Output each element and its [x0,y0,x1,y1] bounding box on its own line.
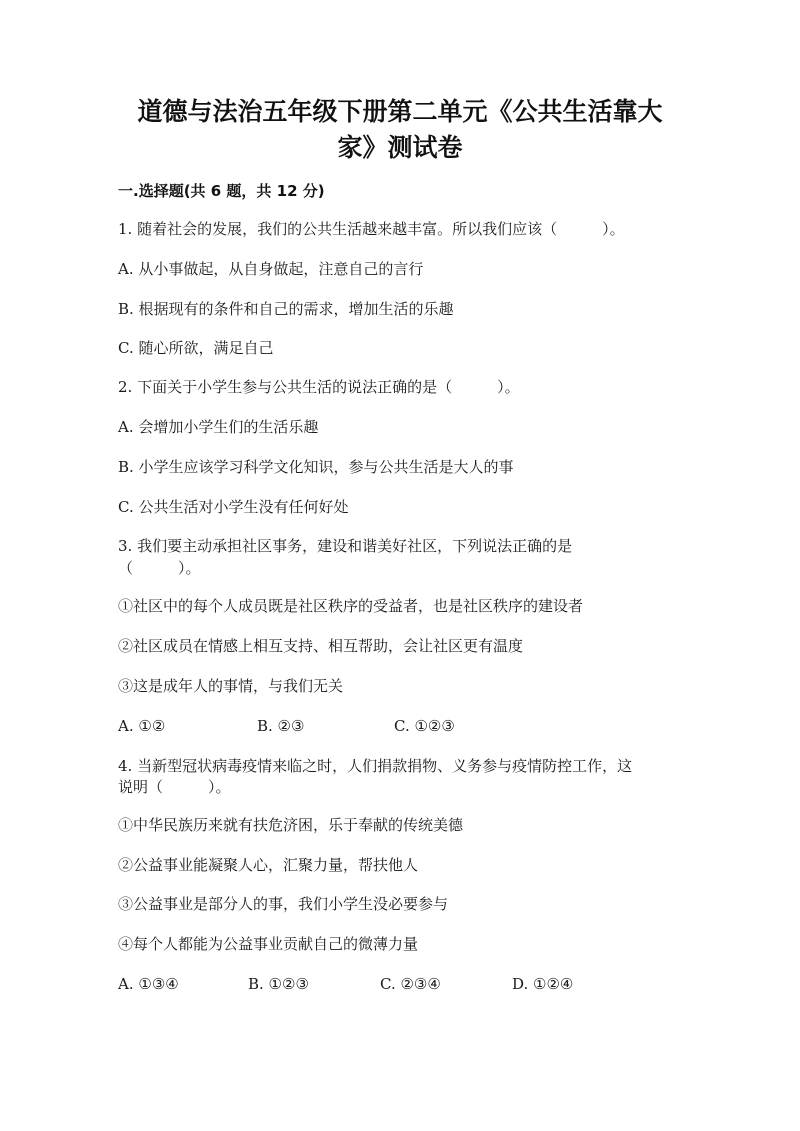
question-2-option-a: A. 会增加小学生们的生活乐趣 [118,418,319,436]
question-4-statement-1: ①中华民族历来就有扶危济困，乐于奉献的传统美德 [118,816,464,834]
question-1-option-c: C. 随心所欲，满足自己 [118,339,274,357]
question-3-statement-2: ②社区成员在情感上相互支持、相互帮助，会让社区更有温度 [118,637,524,655]
question-4-choice-d: D. ①②④ [512,975,574,993]
page-title [100,94,700,166]
title-line-1: 道德与法治五年级下册第二单元《公共生活靠大 [137,97,663,126]
question-4-statement-4: ④每个人都能为公益事业贡献自己的微薄力量 [118,935,419,953]
question-3-statement-3: ③这是成年人的事情，与我们无关 [118,677,344,695]
question-1-option-a: A. 从小事做起，从自身做起，注意自己的言行 [118,260,424,278]
question-2-stem: 2. 下面关于小学生参与公共生活的说法正确的是（ ）。 [118,378,520,396]
section-heading: 一.选择题(共 6 题，共 12 分) [118,182,325,200]
question-3-statement-1: ①社区中的每个人成员既是社区秩序的受益者，也是社区秩序的建设者 [118,597,584,615]
question-1-option-b: B. 根据现有的条件和自己的需求，增加生活的乐趣 [118,300,454,318]
question-4-choice-c: C. ②③④ [380,975,441,993]
title-line-2: 家》测试卷 [337,133,463,162]
question-3-choice-a: A. ①② [118,717,166,735]
question-4-choice-b: B. ①②③ [248,975,309,993]
question-3-stem-line-2: （ ）。 [118,559,201,577]
question-4-statement-3: ③公益事业是部分人的事，我们小学生没必要参与 [118,895,449,913]
question-4-stem-line-1: 4. 当新型冠状病毒疫情来临之时，人们捐款捐物、义务参与疫情防控工作，这 [118,757,633,775]
question-3-choice-c: C. ①②③ [394,717,455,735]
question-1-stem: 1. 随着社会的发展，我们的公共生活越来越丰富。所以我们应该（ ）。 [118,220,625,238]
question-4-stem-line-2: 说明（ ）。 [118,778,231,796]
question-2-option-c: C. 公共生活对小学生没有任何好处 [118,498,349,516]
question-3-stem-line-1: 3. 我们要主动承担社区事务，建设和谐美好社区，下列说法正确的是 [118,537,573,555]
question-2-option-b: B. 小学生应该学习科学文化知识，参与公共生活是大人的事 [118,458,514,476]
question-4-choice-a: A. ①③④ [118,975,179,993]
question-3-choice-b: B. ②③ [257,717,305,735]
question-4-statement-2: ②公益事业能凝聚人心，汇聚力量，帮扶他人 [118,856,419,874]
